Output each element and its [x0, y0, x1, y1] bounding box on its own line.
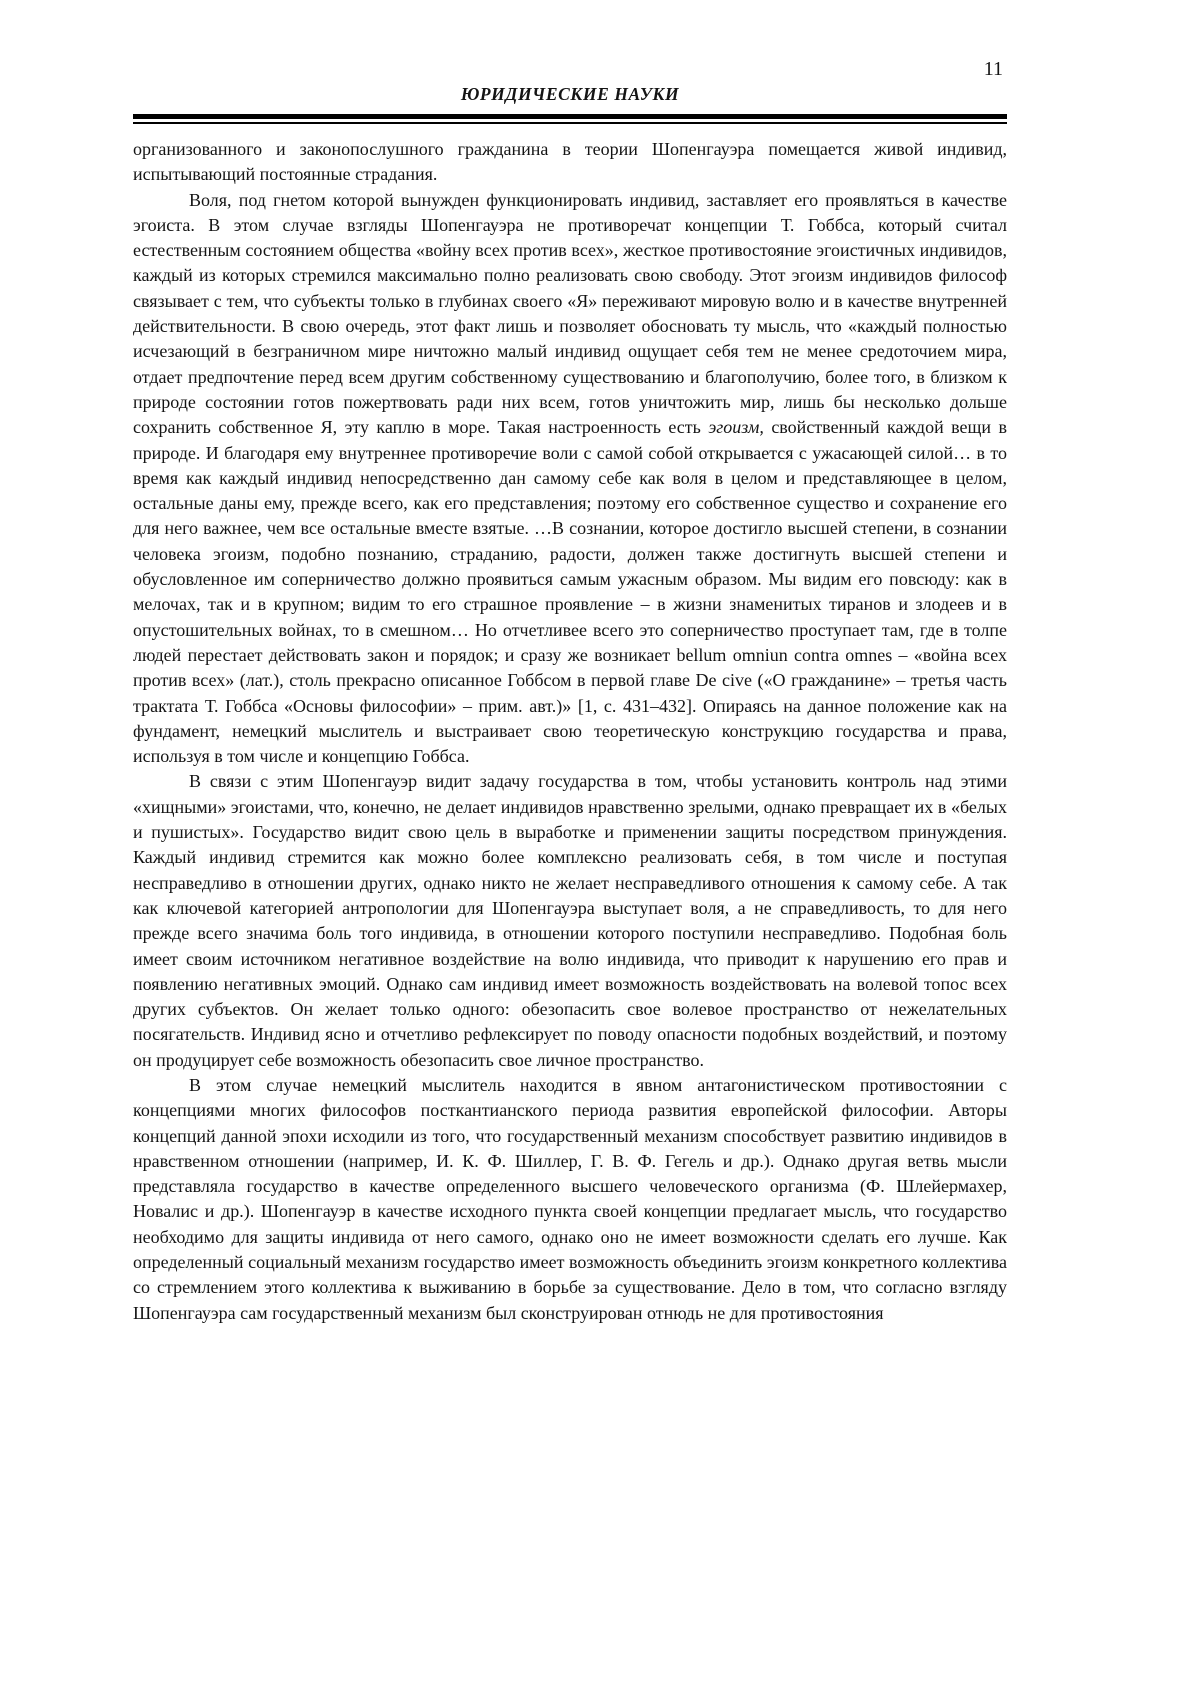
text-run: организованного и законопослушного гражданина в теории Шопенгауэра помещается живой индивид, испытывающий постоянные страдания.: [133, 139, 1007, 185]
running-head: ЮРИДИЧЕСКИЕ НАУКИ: [460, 84, 680, 104]
body-text: [133, 137, 1007, 1326]
paragraph: [133, 188, 1007, 770]
text-run: Воля, под гнетом которой вынужден функционировать индивид, заставляет его проявляться в качестве эгоиста. В этом случае взгляды Шопенгауэра не противоречат концепции Т. Гоббса, который считал естественным состоянием общества «войну всех против всех», жесткое противостояние эгоистичных индивидов, каждый из которых стремился максимально полно реализовать свою свободу. Этот эгоизм индивидов философ связывает с тем, что субъекты только в глубинах своего «Я» переживают мировую волю и в качестве внутренней действительности. В свою очередь, этот факт лишь и позволяет обосновать ту мысль, что «каждый полностью исчезающий в безграничном мире ничтожно малый индивид ощущает себя тем не менее средоточием мира, отдает предпочтение перед всем другим собственному существованию и благополучию, более того, в близком к природе состоянии готов пожертвовать ради них всем, готов уничтожить мир, лишь бы несколько дольше сохранить собственное Я, эту каплю в море. Такая настроенность есть: [133, 189, 1007, 438]
emphasis-text: эгоизм,: [708, 417, 764, 438]
paragraph: [133, 1073, 1007, 1326]
text-run: В связи с этим Шопенгауэр видит задачу государства в том, чтобы установить контроль над этими «хищными» эгоистами, что, конечно, не делает индивидов нравственно зрелыми, однако превращает их в «белых и пушистых». Государство видит свою цель в выработке и применении защиты посредством принуждения. Каждый индивид стремится как можно более комплексно реализовать себя, в том числе и поступая несправедливо в отношении других, однако никто не желает несправедливого отношения к самому себе. А так как ключевой категорией антропологии для Шопенгауэра выступает воля, а не справедливость, то для него прежде всего значима боль того индивида, в отношении которого поступили несправедливо. Подобная боль имеет своим источником негативное воздействие на волю индивида, что приводит к нарушению его прав и появлению негативных эмоций. Однако сам индивид имеет возможность воздействовать на волевой топос всех других субъектов. Он желает только одного: обезопасить свое волевое пространство от нежелательных посягательств. Индивид ясно и отчетливо рефлексирует по поводу опасности подобных воздействий, и поэтому он продуцирует себе возможность обезопасить свое личное пространство.: [133, 771, 1007, 1070]
text-run: свойственный каждой вещи в природе. И благодаря ему внутреннее противоречие воли с самой собой открывается с ужасающей силой… в то время как каждый индивид непосредственно дан самому себе как воля в целом и представляющее в целом, остальные даны ему, прежде всего, как его представления; поэтому его собственное существо и сохранение его для него важнее, чем все остальные вместе взятые. …В сознании, которое достигло высшей степени, в сознании человека эгоизм, подобно познанию, страданию, радости, должен также достигнуть высшей степени и обусловленное им соперничество должно проявиться самым ужасным образом. Мы видим его повсюду: как в мелочах, так и в крупном; видим то его страшное проявление – в жизни знаменитых тиранов и злодеев и в опустошительных войнах, то в смешном… Но отчетливее всего это соперничество проступает там, где в толпе людей перестает действовать закон и порядок; и сразу же возникает bellum omniun contra omnes – «война всех против всех» (лат.), столь прекрасно описанное Гоббсом в первой главе De cive («О гражданине» – третья часть трактата Т. Гоббса «Основы философии» – прим. авт.)» [1, с. 431–432]. Опираясь на данное положение как на фундамент, немецкий мыслитель и выстраивает свою теоретическую конструкцию государства и права, используя в том числе и концепцию Гоббса.: [133, 417, 1007, 767]
paragraph: [133, 137, 1007, 188]
paragraph: [133, 769, 1007, 1073]
header-rule: [133, 114, 1007, 124]
text-run: В этом случае немецкий мыслитель находится в явном антагонистическом противостоянии с концепциями многих философов посткантианского периода развития европейской философии. Авторы концепций данной эпохи исходили из того, что государственный механизм способствует развитию индивидов в нравственном отношении (например, И. К. Ф. Шиллер, Г. В. Ф. Гегель и др.). Однако другая ветвь мысли представляла государство в качестве определенного высшего человеческого организма (Ф. Шлейермахер, Новалис и др.). Шопенгауэр в качестве исходного пункта своей концепции предлагает мысль, что государство необходимо для защиты индивида от него самого, однако оно не имеет возможности сделать его лучше. Как определенный социальный механизм государство имеет возможность объединить эгоизм конкретного коллектива со стремлением этого коллектива к выживанию в борьбе за существование. Дело в том, что согласно взгляду Шопенгауэра сам государственный механизм был сконструирован отнюдь не для противостояния: [133, 1074, 1007, 1323]
page-number: 11: [983, 58, 1003, 80]
